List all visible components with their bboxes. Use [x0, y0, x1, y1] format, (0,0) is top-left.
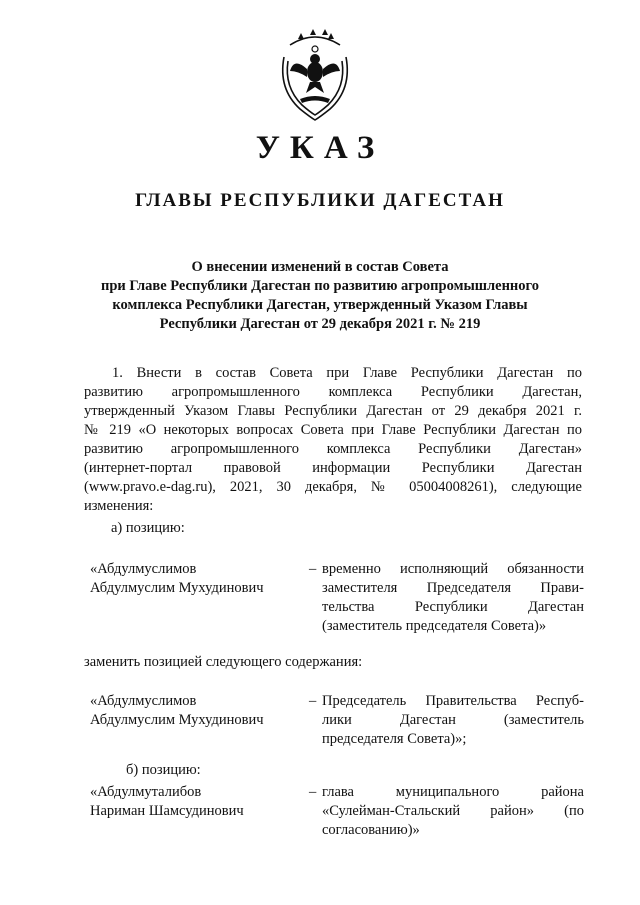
decree-heading: [85, 258, 555, 334]
position-description: [322, 783, 584, 840]
paragraph-line: (www.pravo.e-dag.ru), 2021, 30 декабря, № 05004008261), следующие: [84, 479, 582, 495]
desc-line: глава муниципального района: [322, 784, 584, 800]
desc-line: председателя Совета)»;: [322, 731, 467, 747]
position-description: [322, 560, 584, 636]
item-a-label: а) позицию:: [111, 520, 185, 536]
document-title: УКАЗ: [255, 130, 385, 166]
heading-line: при Главе Республики Дагестан по развитию агропромышленного: [100, 278, 540, 294]
paragraph-line: (интернет-портал правовой информации Республики Дагестан: [84, 460, 582, 476]
desc-line: (заместитель председателя Совета)»: [322, 618, 547, 634]
person-name: [90, 692, 305, 730]
person-name: [90, 783, 305, 821]
desc-line: согласованию)»: [322, 822, 420, 838]
paragraph-line: развитию агропромышленного комплекса Республики Дагестан»: [84, 441, 582, 457]
paragraph-line: № 219 «О некоторых вопросах Совета при Главе Республики Дагестан по: [84, 422, 582, 438]
item-b-label: б) позицию:: [126, 762, 201, 778]
paragraph-1: [84, 364, 582, 516]
paragraph-line: изменения:: [84, 498, 154, 514]
name-line: Абдулмуслим Мухудинович: [90, 580, 264, 596]
position-description: [322, 692, 584, 749]
paragraph-line: 1. Внести в состав Совета при Главе Республики Дагестан по: [112, 365, 582, 381]
desc-line: заместителя Председателя Прави-: [322, 580, 584, 596]
name-line: «Абдулмуслимов: [90, 561, 197, 577]
dash: –: [309, 693, 317, 709]
desc-line: Председатель Правительства Респуб-: [322, 693, 584, 709]
person-name: [90, 560, 305, 598]
replace-instruction: заменить позицией следующего содержания:: [84, 654, 363, 670]
heading-line: Республики Дагестан от 29 декабря 2021 г. № 219: [159, 316, 481, 332]
document-subtitle: ГЛАВЫ РЕСПУБЛИКИ ДАГЕСТАН: [135, 190, 505, 211]
paragraph-line: утвержденный Указом Главы Республики Дагестан от 29 декабря 2021 г.: [84, 403, 582, 419]
heading-line: комплекса Республики Дагестан, утвержденный Указом Главы: [112, 297, 528, 313]
desc-line: лики Дагестан (заместитель: [322, 712, 584, 728]
dash: –: [309, 784, 317, 800]
heading-line: О внесении изменений в состав Совета: [191, 259, 449, 275]
desc-line: «Сулейман-Стальский район» (по: [322, 803, 584, 819]
name-line: Нариман Шамсудинович: [90, 803, 244, 819]
name-line: Абдулмуслим Мухудинович: [90, 712, 264, 728]
name-line: «Абдулмуслимов: [90, 693, 197, 709]
dash: –: [309, 561, 317, 577]
name-line: «Абдулмуталибов: [90, 784, 202, 800]
desc-line: тельства Республики Дагестан: [322, 599, 584, 615]
desc-line: временно исполняющий обязанности: [322, 561, 584, 577]
paragraph-line: развитию агропромышленного комплекса Республики Дагестан,: [84, 384, 582, 400]
coat-of-arms-icon: [270, 27, 360, 127]
